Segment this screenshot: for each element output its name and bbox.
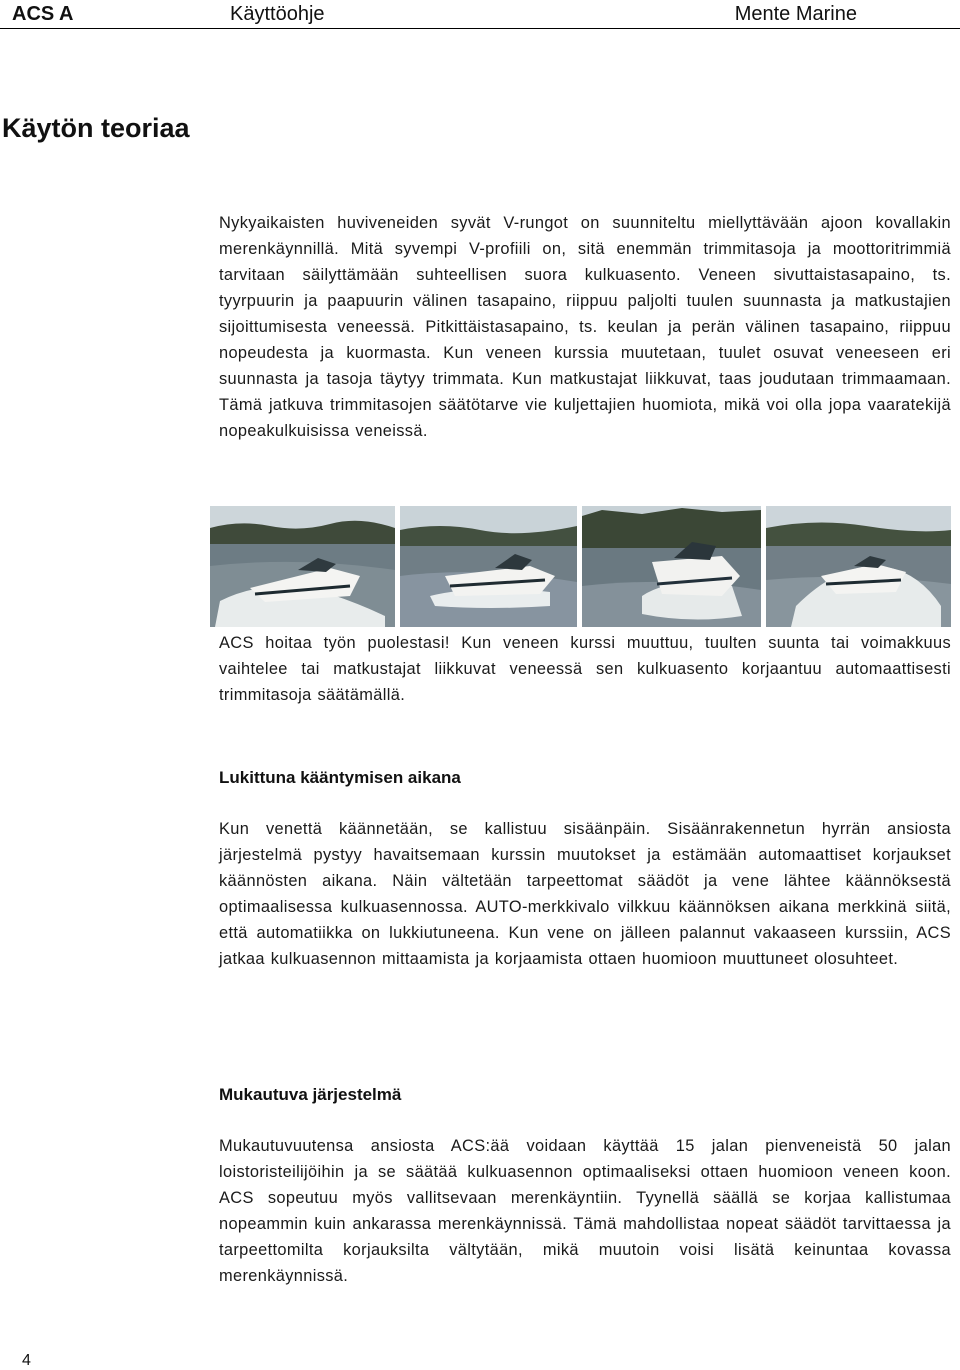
section-heading-turning-lock: Lukittuna kääntymisen aikana — [219, 768, 461, 787]
boat-photo — [766, 506, 951, 627]
boat-photo — [582, 506, 761, 627]
intro-paragraph: Nykyaikaisten huviveneiden syvät V-rungot on suunniteltu miellyttävään ajoon kovallakin merenkäynnillä. Mitä syvempi V-profiili on, sitä enemmän trimmitasoja ja moottoritrimmiä tarvitaan säilyttämään suhteellisen suora kulkuasento. Veneen sivuttaistasapaino, ts. tyyrpuurin ja paapuurin välinen tasapaino, riippuu paljolti tuulen suunnasta ja matkustajien sijoittumisesta veneessä. Pitkittäistasapaino, ts. keulan ja perän välinen tasapaino, riippuu nopeudesta ja kuormasta. Kun veneen kurssia muutetaan, tuulet osuvat veneeseen eri suunnasta ja tasoja täytyy trimmata. Kun matkustajat liikkuvat, taas joudutaan trimmaamaan. Tämä jatkuva trimmitasojen säätötarve vie kuljettajien huomiota, mikä voi olla jopa vaaratekijä nopeakulkuisissa veneissä. — [219, 214, 951, 440]
section-body-adaptive-system: Mukautuvuutensa ansiosta ACS:ää voidaan käyttää 15 jalan pienveneistä 50 jalan loistoristeilijöihin ja se säätää kulkuasennon optimaaliseksi ottaen huomioon veneen koon. ACS sopeutuu myös vallitsevaan merenkäyntiin. Tyynellä säällä se korjaa kallistumaa nopeammin kuin ankarassa merenkäynnissä. Tämä mahdollistaa nopeat säädöt tarvittaessa ja tarpeettomilta korjauksilta vältytään, mikä muutoin voisi lisätä keinuntaa kovassa merenkäynnissä. — [219, 1137, 951, 1285]
page-number: 4 — [22, 1352, 31, 1369]
boat-photo — [400, 506, 577, 627]
boat-photo — [210, 506, 395, 627]
page-header — [0, 0, 960, 29]
header-company-name: Mente Marine — [734, 3, 857, 25]
section-body-turning-lock: Kun venettä käännetään, se kallistuu sisäänpäin. Sisäänrakennetun hyrrän ansiosta järjestelmä pystyy havaitsemaan kurssin muutokset ja estämään automaattiset korjaukset käännösten aikana. Näin vältetään tarpeettomat säädöt ja vene lähtee käännöksestä optimaalisessa kulkuasennossa. AUTO-merkkivalo vilkkuu käännöksen aikana merkkinä siitä, että automatiikka on lukkiutuneena. Kun vene on jälleen palannut vakaaseen kurssiin, ACS jatkaa kulkuasennon mittaamista ja korjaamista ottaen huomioon muuttuneet olosuhteet. — [219, 820, 951, 968]
acs-summary-paragraph: ACS hoitaa työn puolestasi! Kun veneen kurssi muuttuu, tuulten suunta tai voimakkuus vaihtelee tai matkustajat liikkuvat veneessä sen kulkuasento korjaantuu automaattisesti trimmitasoja säätämällä. — [219, 634, 951, 704]
boat-photo-strip — [210, 506, 951, 627]
page-title: Käytön teoriaa — [2, 113, 190, 143]
section-heading-adaptive-system: Mukautuva järjestelmä — [219, 1085, 402, 1104]
header-document-type: Käyttöohje — [230, 3, 325, 25]
header-product-name: ACS A — [12, 3, 74, 25]
